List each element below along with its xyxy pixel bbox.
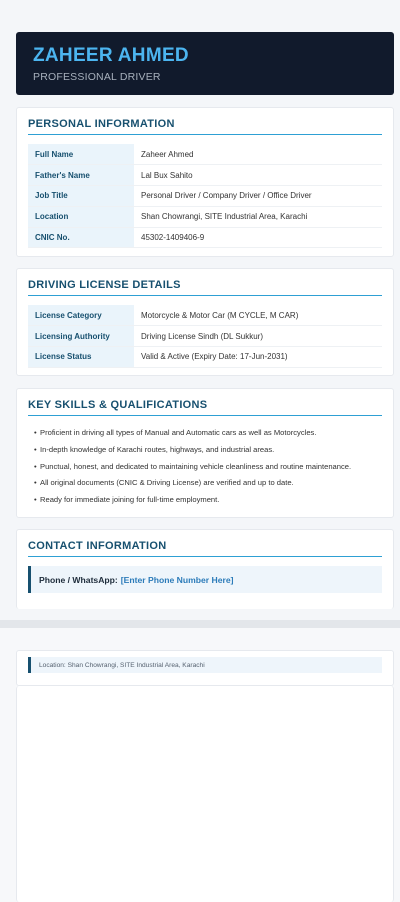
row-value: Motorcycle & Motor Car (M CYCLE, M CAR) <box>134 305 382 326</box>
personal-info-card <box>16 107 394 257</box>
candidate-name: ZAHEER AHMED <box>33 45 189 66</box>
license-card <box>16 268 394 376</box>
blank-card <box>16 686 394 902</box>
list-item: • In-depth knowledge of Karachi routes, highways, and industrial areas. <box>34 442 382 459</box>
table-row <box>28 305 382 326</box>
list-item: • All original documents (CNIC & Driving License) are verified and up to date. <box>34 475 382 492</box>
contact-heading: CONTACT INFORMATION <box>28 540 382 557</box>
license-heading: DRIVING LICENSE DETAILS <box>28 279 382 296</box>
license-table <box>28 305 382 368</box>
row-key: Location <box>28 206 134 227</box>
skills-card <box>16 388 394 518</box>
list-item: • Ready for immediate joining for full-time employment. <box>34 492 382 509</box>
row-value: Valid & Active (Expiry Date: 17-Jun-2031) <box>134 347 382 368</box>
table-row <box>28 206 382 227</box>
location-note-text: Location: Shan Chowrangi, SITE Industrial Area, Karachi <box>39 661 205 669</box>
page-break <box>0 620 400 628</box>
phone-value[interactable]: [Enter Phone Number Here] <box>120 574 234 585</box>
table-row <box>28 227 382 248</box>
resume-header <box>16 32 394 95</box>
personal-info-table <box>28 144 382 248</box>
phone-label: Phone / WhatsApp: <box>39 574 118 585</box>
row-value: Zaheer Ahmed <box>134 144 382 165</box>
location-note-card <box>16 650 394 686</box>
contact-card <box>16 529 394 609</box>
skills-heading: KEY SKILLS & QUALIFICATIONS <box>28 399 382 416</box>
candidate-role: PROFESSIONAL DRIVER <box>33 71 161 83</box>
table-row <box>28 326 382 347</box>
row-key: Father's Name <box>28 165 134 186</box>
row-key: License Status <box>28 347 134 368</box>
contact-box <box>28 566 382 593</box>
table-row <box>28 347 382 368</box>
row-value: Lal Bux Sahito <box>134 165 382 186</box>
row-value: Driving License Sindh (DL Sukkur) <box>134 326 382 347</box>
row-key: Full Name <box>28 144 134 165</box>
personal-info-heading: PERSONAL INFORMATION <box>28 118 382 135</box>
row-key: License Category <box>28 305 134 326</box>
location-note <box>28 657 382 673</box>
row-key: Licensing Authority <box>28 326 134 347</box>
row-value: Shan Chowrangi, SITE Industrial Area, Karachi <box>134 206 382 227</box>
list-item: • Proficient in driving all types of Manual and Automatic cars as well as Motorcycles. <box>34 425 382 442</box>
table-row <box>28 144 382 165</box>
table-row <box>28 165 382 186</box>
row-key: CNIC No. <box>28 227 134 248</box>
skills-list <box>28 425 382 509</box>
row-value: 45302-1409406-9 <box>134 227 382 248</box>
row-key: Job Title <box>28 186 134 207</box>
row-value: Personal Driver / Company Driver / Office Driver <box>134 186 382 207</box>
table-row <box>28 186 382 207</box>
list-item: • Punctual, honest, and dedicated to maintaining vehicle cleanliness and routine maintenance. <box>34 459 382 476</box>
